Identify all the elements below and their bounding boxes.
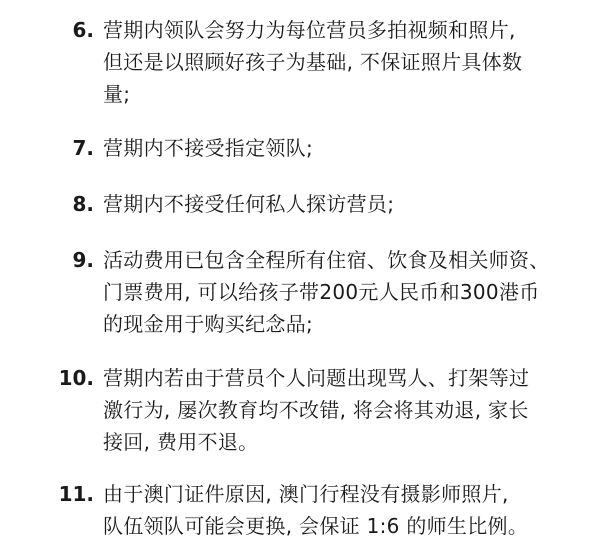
item-line: 门票费用, 可以给孩子带200元人民币和300港币 <box>103 280 540 304</box>
item-line: 活动费用已包含全程所有住宿、饮食及相关师资、 <box>103 248 550 272</box>
item-line: 营期内若由于营员个人问题出现骂人、打架等过 <box>103 366 530 390</box>
item-number: 6. <box>72 18 94 42</box>
item-line: 营期内领队会努力为每位营员多拍视频和照片, <box>103 18 516 42</box>
item-line: 接回, 费用不退。 <box>103 430 259 454</box>
item-number: 8. <box>72 192 94 216</box>
item-line: 量; <box>103 82 131 106</box>
item-number: 10. <box>58 366 94 390</box>
item-text <box>103 478 573 542</box>
item-text <box>103 188 573 220</box>
item-text <box>103 244 573 340</box>
item-line: 营期内不接受指定领队; <box>103 136 314 160</box>
item-line: 的现金用于购买纪念品; <box>103 312 314 336</box>
item-text <box>103 14 573 110</box>
item-number: 11. <box>58 482 94 506</box>
item-line: 营期内不接受任何私人探访营员; <box>103 192 395 216</box>
item-line: 由于澳门证件原因, 澳门行程没有摄影师照片, <box>103 482 509 506</box>
item-line: 激行为, 屡次教育均不改错, 将会将其劝退, 家长 <box>103 398 529 422</box>
item-text <box>103 132 573 164</box>
item-text <box>103 362 573 458</box>
item-number: 7. <box>72 136 94 160</box>
item-line: 但还是以照顾好孩子为基础, 不保证照片具体数 <box>103 50 523 74</box>
item-number: 9. <box>72 248 94 272</box>
item-line: 队伍领队可能会更换, 会保证 1:6 的师生比例。 <box>103 514 529 538</box>
